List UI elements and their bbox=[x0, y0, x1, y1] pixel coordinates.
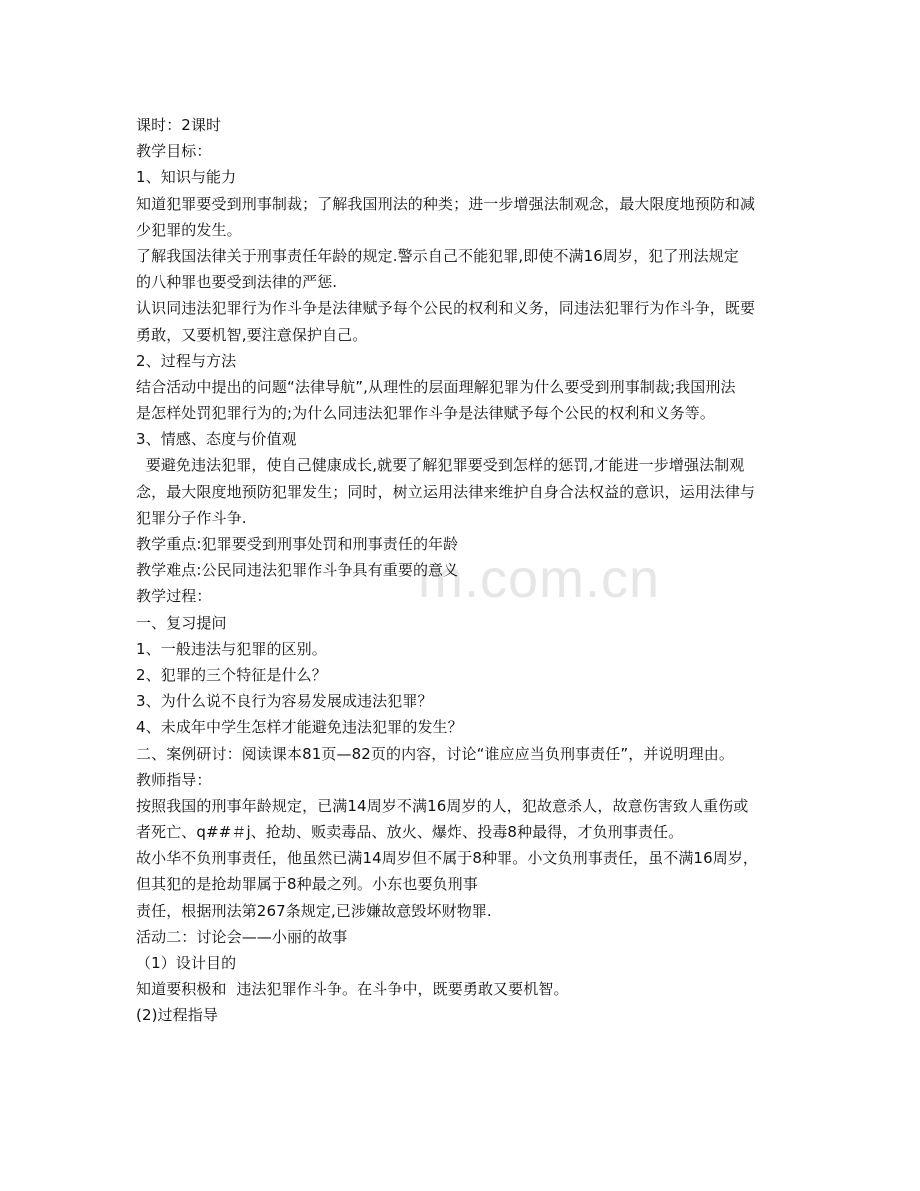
case-study-heading: 二、案例研讨：阅读课本81页—82页的内容，讨论“谁应应当负刑事责任”，并说明理由。 bbox=[136, 744, 734, 763]
paragraph-line: 按照我国的刑事年龄规定，已满14周岁不满16周岁的人，犯故意杀人，故意伤害致人重伤或 bbox=[136, 796, 749, 815]
review-heading: 一、复习提问 bbox=[136, 613, 227, 632]
paragraph-line: 结合活动中提出的问题“法律导航”,从理性的层面理解犯罪为什么要受到刑事制裁;我国刑法 bbox=[136, 377, 736, 396]
paragraph-line: 勇敢，又要机智,要注意保护自己。 bbox=[136, 325, 368, 344]
class-hours-line: 课时：2课时 bbox=[136, 116, 222, 134]
activity-two-heading: 活动二：讨论会——小丽的故事 bbox=[136, 927, 348, 946]
key-point-line: 教学重点:犯罪要受到刑事处罚和刑事责任的年龄 bbox=[136, 535, 459, 553]
design-purpose-heading: （1）设计目的 bbox=[136, 954, 237, 972]
difficulty-line: 教学难点:公民同违法犯罪作斗争具有重要的意义 bbox=[136, 561, 459, 580]
question-item: 3、为什么说不良行为容易发展成违法犯罪？ bbox=[136, 692, 433, 711]
paragraph-line: 要避免违法犯罪，使自己健康成长,就要了解犯罪要受到怎样的惩罚,才能进一步增强法制观 bbox=[136, 456, 745, 475]
paragraph-line: 知道要积极和 违法犯罪作斗争。在斗争中，既要勇敢又要机智。 bbox=[136, 980, 569, 999]
paragraph-line: 了解我国法律关于刑事责任年龄的规定.警示自己不能犯罪,即使不满16周岁，犯了刑法规定 bbox=[136, 246, 739, 265]
paragraph-line: 知道犯罪要受到刑事制裁；了解我国刑法的种类；进一步增强法制观念，最大限度地预防和减 bbox=[136, 194, 756, 213]
paragraph-line: 是怎样处罚犯罪行为的;为什么同违法犯罪作斗争是法律赋予每个公民的权利和义务等。 bbox=[136, 404, 715, 423]
paragraph-line: 故小华不负刑事责任，他虽然已满14周岁但不属于8种罪。小文负刑事责任，虽不满16周岁， bbox=[136, 849, 759, 868]
paragraph-line: 认识同违法犯罪行为作斗争是法律赋予每个公民的权利和义务，同违法犯罪行为作斗争，既要 bbox=[136, 299, 756, 318]
process-guidance-heading: (2)过程指导 bbox=[136, 1006, 218, 1025]
process-method-heading: 2、过程与方法 bbox=[136, 351, 237, 370]
paragraph-line: 但其犯的是抢劫罪属于8种最之列。小东也要负刑事 bbox=[136, 875, 478, 894]
paragraph-line: 者死亡、q##＃j、抢劫、贩卖毒品、放火、爆炸、投毒8种最得，才负刑事责任。 bbox=[136, 823, 684, 842]
paragraph-line: 犯罪分子作斗争. bbox=[136, 508, 247, 527]
paragraph-line: 念，最大限度地预防犯罪发生；同时，树立运用法律来维护自身合法权益的意识，运用法律与 bbox=[136, 482, 756, 501]
paragraph-line: 责任，根据刑法第267条规定,已涉嫌故意毁坏财物罪. bbox=[136, 901, 492, 920]
paragraph-line: 少犯罪的发生。 bbox=[136, 220, 242, 239]
teaching-process-heading: 教学过程： bbox=[136, 587, 212, 606]
question-item: 4、未成年中学生怎样才能避免违法犯罪的发生？ bbox=[136, 718, 463, 737]
knowledge-ability-heading: 1、知识与能力 bbox=[136, 168, 237, 187]
paragraph-line: 的八种罪也要受到法律的严惩. bbox=[136, 273, 338, 292]
teacher-guidance-heading: 教师指导： bbox=[136, 770, 212, 789]
watermark: m.com.cn bbox=[418, 549, 661, 609]
teaching-objectives-heading: 教学目标： bbox=[136, 142, 212, 161]
question-item: 1、一般违法与犯罪的区别。 bbox=[136, 639, 327, 658]
emotion-attitude-heading: 3、情感、态度与价值观 bbox=[136, 430, 297, 449]
question-item: 2、犯罪的三个特征是什么？ bbox=[136, 665, 327, 684]
document-body bbox=[136, 112, 796, 1029]
